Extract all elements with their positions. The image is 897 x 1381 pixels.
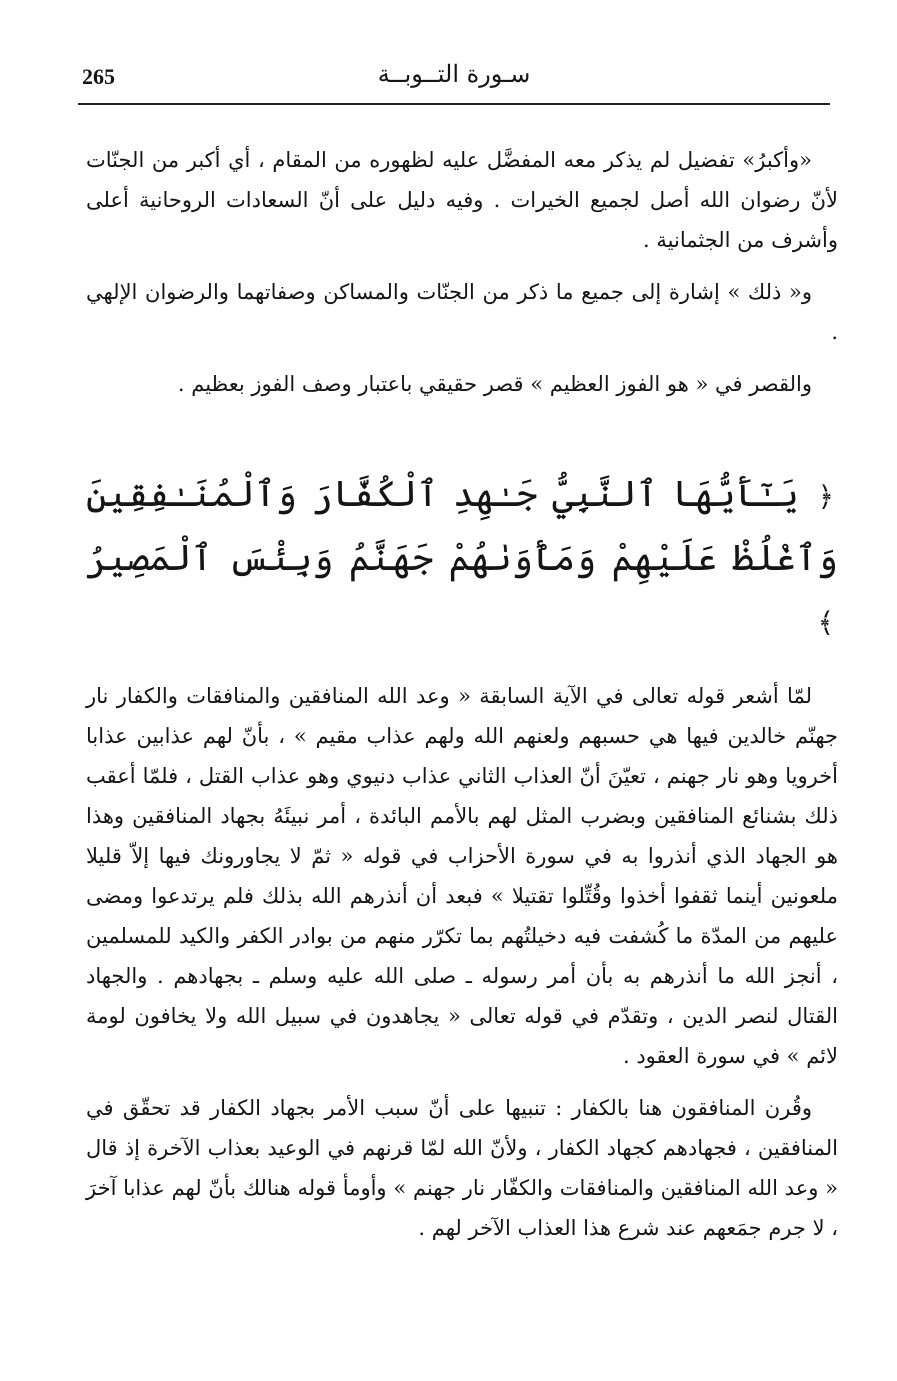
page-number: 265 [82, 64, 115, 89]
running-title: سـورة التــوبــة [377, 60, 531, 88]
verse-open-ornament: ﴿ [817, 480, 834, 513]
paragraph-commentary-second: وقُرن المنافقون هنا بالكفار : تنبيها على أنّ سبب الأمر بجهاد الكفار قد تحقّق في المنافقين ، فجهادهم كجهاد الكفار ، ولأنّ الله لمّا قرنهم في الوعيد بعذاب الآخرة إذ قال « وعد الله المنافقين والمنافقات والكفّار نار جهنم » وأومأ قوله هنالك بأنّ لهم عذابا آخرَ ، لا جرم جمَعهم عند شرع هذا العذاب الآخر لهم . [86, 1096, 838, 1240]
paragraph-commentary-main: لمّا أشعر قوله تعالى في الآية السابقة « وعد الله المنافقين والمنافقات والكفار نار جهنّم خالدين فيها هي حسبهم ولعنهم الله ولهم عذاب مقيم » ، بأنّ لهم عذابين عذابا أخرويا وهو نار جهنم ، تعيّنَ أنّ العذاب الثاني عذاب دنيوي وهو عذاب القتل ، فلمّا أعقب ذلك بشنائع المنافقين وبضرب المثل لهم بالأمم البائدة ، أمر نبيئَهُ بجهاد المنافقين وهذا هو الجهاد الذي أنذروا به في سورة الأحزاب في قوله « ثمّ لا يجاورونك فيها إلاّ قليلا ملعونين أينما ثقفوا أخذوا وقُتِّلوا تقتيلا » فبعد أن أنذرهم الله بذلك فلم يرتدعوا ومضى عليهم من المدّة ما كُشفت فيه دخيلتُهم بما تكرّر منهم من بوادر الكفر والكيد للمسلمين ، أنجز الله ما أنذرهم به بأن أمر رسوله ـ صلى الله عليه وسلم ـ بجهادهم . والجهاد القتال لنصر الدين ، وتقدّم في قوله تعالى « يجاهدون في سبيل الله ولا يخافون لومة لائم » في سورة العقود . [86, 684, 838, 1068]
paragraph-akbar: «وأكبرُ» تفضيل لم يذكر معه المفضَّل عليه لظهوره من المقام ، أي أكبر من الجنّات لأنّ رضوان الله أصل لجميع الخيرات . وفيه دليل على أنّ السعادات الروحانية أعلى وأشرف من الجثمانية . [86, 148, 838, 252]
page-header [78, 58, 830, 102]
page-body [86, 140, 838, 1248]
paragraph-qasr: والقصر في « هو الفوز العظيم » قصر حقيقي باعتبار وصف الفوز بعظيم . [177, 372, 812, 396]
quran-verse [86, 464, 838, 654]
verse-text: يَـٰٓأَيُّهَا ٱلنَّبِيُّ جَـٰهِدِ ٱلْكُفَّارَ وَٱلْمُنَـٰفِقِينَ وَٱغْلُظْ عَلَيْهِمْ وَمَأْوَىٰهُمْ جَهَنَّمُ وَبِئْسَ ٱلْمَصِيرُ [86, 474, 838, 579]
paragraph-dhalik: و« ذلك » إشارة إلى جميع ما ذكر من الجنّات والمساكن وصفاتهما والرضوان الإلهي . [86, 280, 838, 344]
verse-close-ornament: ﴾ [817, 606, 834, 639]
header-rule [78, 103, 830, 105]
